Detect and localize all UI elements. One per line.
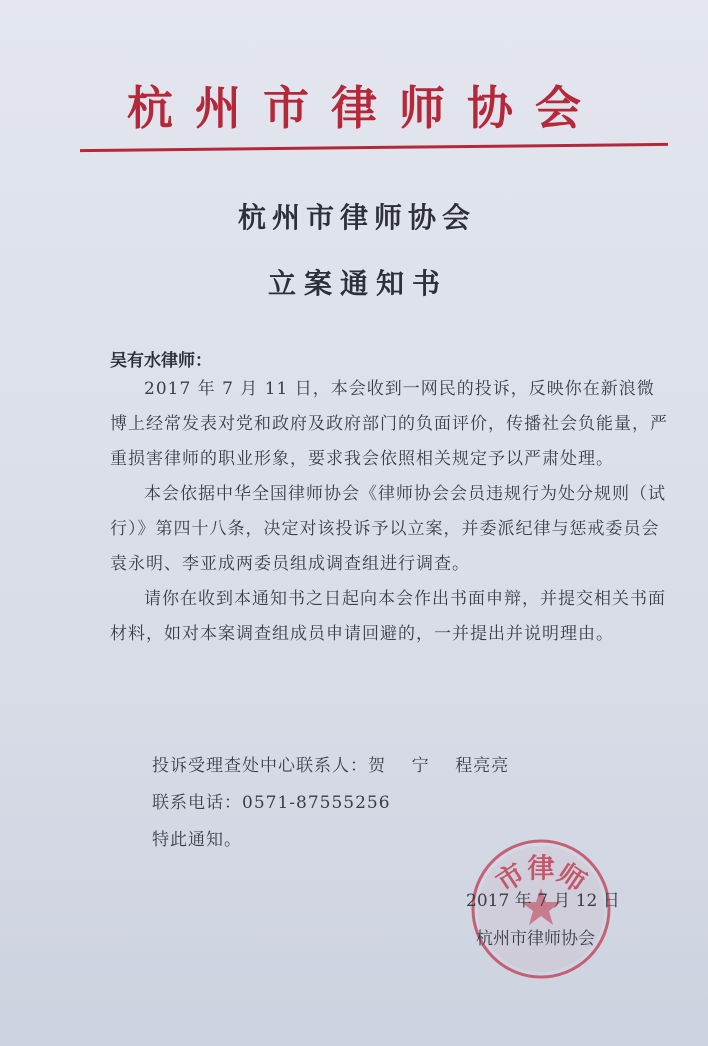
salutation: 吴有水律师： bbox=[110, 351, 212, 371]
body-paragraph: 2017 年 7 月 11 日，本会收到一网民的投诉，反映你在新浪微博上经常发表对党和政府及政府部门的负面评价，传播社会负能量，严重损害律师的职业形象，要求我会依照相关规定予以严肃处理。 bbox=[110, 379, 668, 469]
document-title: 立案通知书 bbox=[267, 267, 448, 300]
contact-phone: 联系电话：0571-87555256 bbox=[152, 793, 391, 813]
signature-date: 2017 年 7 月 12 日 bbox=[466, 891, 620, 911]
contact-persons: 投诉受理查处中心联系人：贺 宁 程亮亮 bbox=[152, 756, 510, 776]
notice-body bbox=[110, 372, 670, 652]
body-paragraph: 请你在收到本通知书之日起向本会作出书面申辩，并提交相关书面材料，如对本案调查组成员申请回避的，一并提出并说明理由。 bbox=[110, 589, 666, 644]
letterhead-title: 杭州市律师协会 bbox=[127, 81, 603, 135]
letterhead-rule bbox=[80, 143, 668, 152]
document-org-title: 杭州市律师协会 bbox=[237, 201, 476, 234]
signature-org: 杭州市律师协会 bbox=[476, 929, 595, 949]
closing-text: 特此通知。 bbox=[152, 830, 242, 850]
seal-text: 市律师 bbox=[490, 853, 592, 899]
body-paragraph: 本会依据中华全国律师协会《律师协会会员违规行为处分规则（试行）》第四十八条，决定对该投诉予以立案，并委派纪律与惩戒委员会袁永明、李亚成两委员组成调查组进行调查。 bbox=[110, 484, 666, 574]
contact-block bbox=[152, 748, 509, 859]
